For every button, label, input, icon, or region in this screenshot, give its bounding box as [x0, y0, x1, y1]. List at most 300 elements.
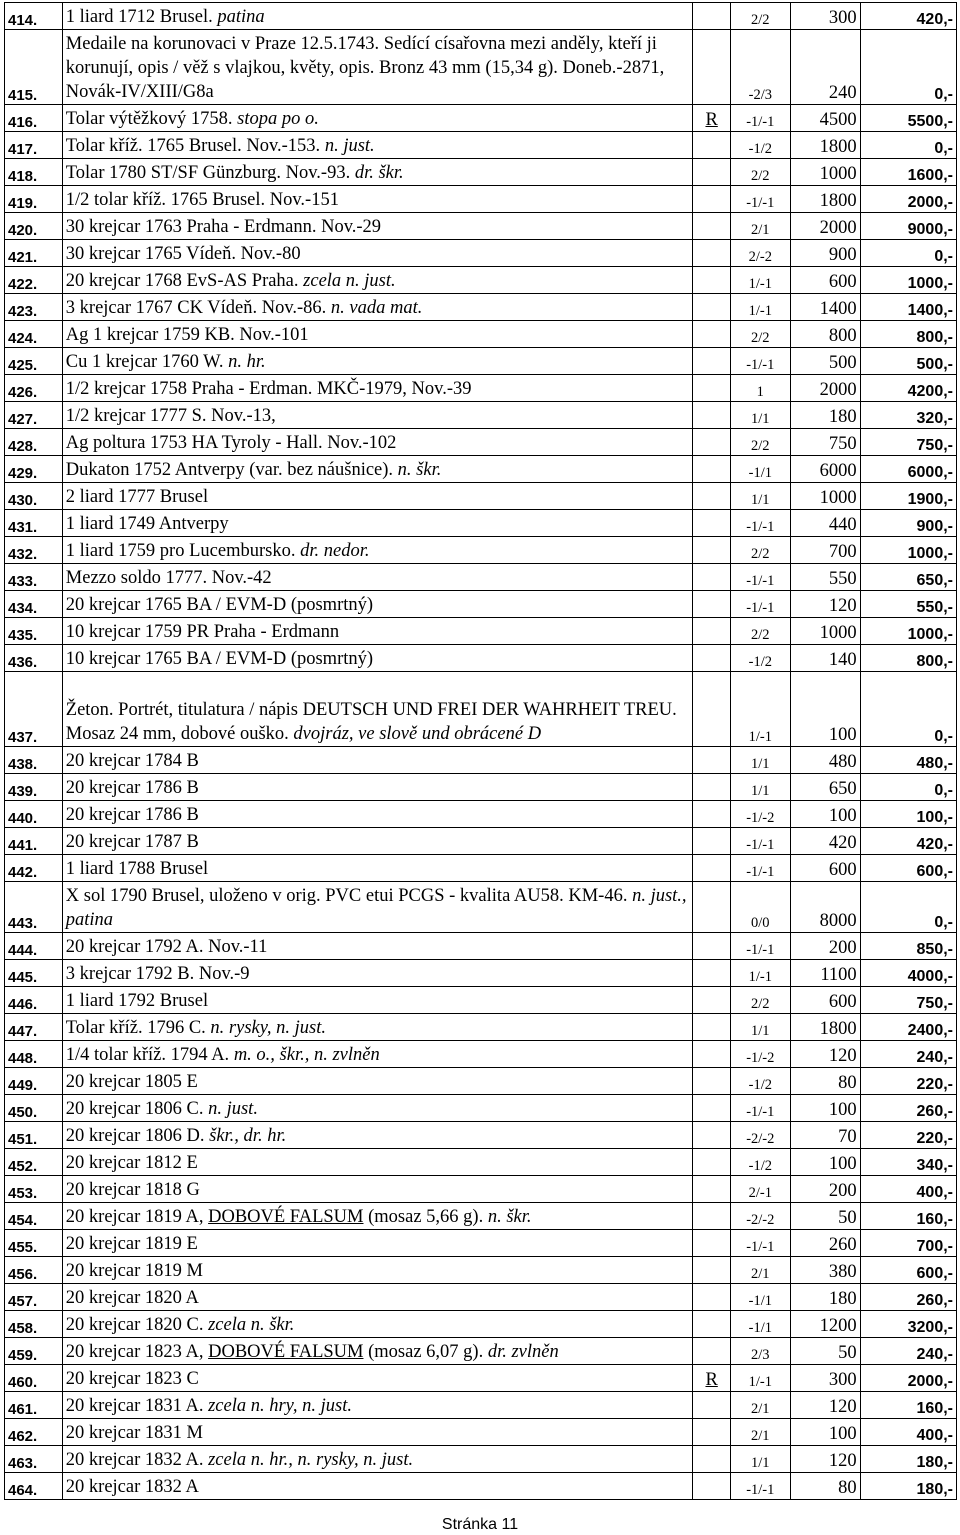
rarity-mark: [693, 483, 731, 510]
lot-description: [62, 1041, 693, 1068]
lot-number: 446.: [5, 987, 63, 1014]
grade-value: -1/1: [730, 1284, 790, 1311]
lot-number: 459.: [5, 1338, 63, 1365]
starting-price: 120: [790, 1392, 860, 1419]
lot-description: [62, 618, 693, 645]
starting-price: 380: [790, 1257, 860, 1284]
rarity-mark: [693, 1041, 731, 1068]
final-price: 850,-: [860, 933, 956, 960]
grade-value: 1/1: [730, 483, 790, 510]
grade-value: -1/-1: [730, 828, 790, 855]
final-price: 600,-: [860, 855, 956, 882]
rarity-mark: [693, 213, 731, 240]
description-text: 20 krejcar 1768 EvS-AS Praha.: [65, 271, 304, 291]
lot-description: [62, 429, 693, 456]
grade-value: -1/-1: [730, 564, 790, 591]
lot-number: 431.: [5, 510, 63, 537]
rarity-mark: [693, 774, 731, 801]
starting-price: 140: [790, 645, 860, 672]
description-text: 1 liard 1749 Antverpy: [65, 514, 229, 534]
lot-number: 451.: [5, 1122, 63, 1149]
grade-value: -1/2: [730, 1149, 790, 1176]
grade-value: 2/2: [730, 159, 790, 186]
lot-description: [62, 375, 693, 402]
lot-description: [62, 672, 693, 747]
final-price: 1000,-: [860, 267, 956, 294]
rarity-mark: [693, 564, 731, 591]
final-price: 2000,-: [860, 186, 956, 213]
starting-price: 440: [790, 510, 860, 537]
description-text: Tolar kříž. 1796 C.: [65, 1018, 211, 1038]
final-price: 100,-: [860, 801, 956, 828]
lot-description: [62, 987, 693, 1014]
final-price: 500,-: [860, 348, 956, 375]
rarity-mark: [693, 267, 731, 294]
starting-price: 100: [790, 1419, 860, 1446]
final-price: 260,-: [860, 1095, 956, 1122]
lot-number: 420.: [5, 213, 63, 240]
grade-value: -1/1: [730, 1311, 790, 1338]
lot-description: [62, 933, 693, 960]
condition-note: dvojráz, ve slově und obrácené D: [293, 724, 542, 744]
starting-price: 1000: [790, 483, 860, 510]
rarity-mark: [693, 537, 731, 564]
lot-row: [5, 510, 957, 537]
lot-number: 427.: [5, 402, 63, 429]
description-text: 20 krejcar 1819 M: [65, 1261, 203, 1281]
final-price: 0,-: [860, 132, 956, 159]
lot-description: [62, 510, 693, 537]
lot-number: 456.: [5, 1257, 63, 1284]
starting-price: 6000: [790, 456, 860, 483]
lot-number: 430.: [5, 483, 63, 510]
lot-number: 453.: [5, 1176, 63, 1203]
final-price: 0,-: [860, 774, 956, 801]
lot-description: [62, 882, 693, 933]
description-text: 20 krejcar 1823 C: [65, 1369, 199, 1389]
lot-description: [62, 1095, 693, 1122]
lot-row: [5, 774, 957, 801]
rarity-mark: [693, 1149, 731, 1176]
description-text: Ag poltura 1753 HA Tyroly - Hall. Nov.-102: [65, 433, 397, 453]
starting-price: 420: [790, 828, 860, 855]
lot-description: [62, 1176, 693, 1203]
lot-description: [62, 1446, 693, 1473]
lot-row: [5, 1014, 957, 1041]
starting-price: 1000: [790, 618, 860, 645]
description-text: 1/2 krejcar 1777 S. Nov.-13,: [65, 406, 276, 426]
lot-number: 452.: [5, 1149, 63, 1176]
lot-row: [5, 747, 957, 774]
grade-value: 2/2: [730, 618, 790, 645]
lot-description: [62, 1230, 693, 1257]
rarity-mark: [693, 1257, 731, 1284]
lot-description: [62, 801, 693, 828]
rarity-mark: [693, 456, 731, 483]
grade-value: 2/3: [730, 1338, 790, 1365]
lot-row: [5, 1257, 957, 1284]
starting-price: 180: [790, 402, 860, 429]
final-price: 2000,-: [860, 1365, 956, 1392]
lot-row: [5, 1176, 957, 1203]
lot-number: 457.: [5, 1284, 63, 1311]
description-text: 20 krejcar 1820 C.: [65, 1315, 209, 1335]
condition-note: zcela n. hr., n. rysky, n. just.: [208, 1450, 414, 1470]
description-text: 30 krejcar 1765 Vídeň. Nov.-80: [65, 244, 301, 264]
lot-description: [62, 1203, 693, 1230]
final-price: 320,-: [860, 402, 956, 429]
final-price: 1600,-: [860, 159, 956, 186]
lot-description: [62, 828, 693, 855]
grade-value: 1/-1: [730, 267, 790, 294]
description-text: 10 krejcar 1765 BA / EVM-D (posmrtný): [65, 649, 374, 669]
lot-number: 428.: [5, 429, 63, 456]
starting-price: 100: [790, 1149, 860, 1176]
starting-price: 1800: [790, 132, 860, 159]
description-text: 20 krejcar 1784 B: [65, 751, 199, 771]
lot-description: [62, 591, 693, 618]
grade-value: 2/2: [730, 987, 790, 1014]
condition-note: škr., dr. hr.: [209, 1126, 287, 1146]
lot-number: 447.: [5, 1014, 63, 1041]
rarity-mark: [693, 645, 731, 672]
final-price: 0,-: [860, 882, 956, 933]
final-price: 180,-: [860, 1473, 956, 1500]
lot-description: [62, 1311, 693, 1338]
description-text: 20 krejcar 1812 E: [65, 1153, 198, 1173]
lot-row: [5, 159, 957, 186]
condition-note: n. just.: [208, 1099, 258, 1119]
lot-number: 418.: [5, 159, 63, 186]
final-price: 480,-: [860, 747, 956, 774]
rarity-mark: [693, 1203, 731, 1230]
starting-price: 4500: [790, 105, 860, 132]
grade-value: -1/-1: [730, 591, 790, 618]
rarity-mark: [693, 348, 731, 375]
lot-row: [5, 1338, 957, 1365]
rarity-mark: [693, 132, 731, 159]
description-text: Cu 1 krejcar 1760 W.: [65, 352, 229, 372]
lot-table-body: [5, 3, 957, 1500]
lot-number: 423.: [5, 294, 63, 321]
lot-row: [5, 483, 957, 510]
lot-description: [62, 159, 693, 186]
lot-row: [5, 375, 957, 402]
starting-price: 300: [790, 3, 860, 30]
lot-row: [5, 1284, 957, 1311]
rarity-mark: R: [693, 1365, 731, 1392]
final-price: 800,-: [860, 321, 956, 348]
lot-number: 461.: [5, 1392, 63, 1419]
rarity-mark: [693, 159, 731, 186]
grade-value: 1/-1: [730, 672, 790, 747]
description-text: 20 krejcar 1820 A: [65, 1288, 199, 1308]
starting-price: 50: [790, 1203, 860, 1230]
lot-description: [62, 1338, 693, 1365]
starting-price: 900: [790, 240, 860, 267]
description-text: Tolar 1780 ST/SF Günzburg. Nov.-93.: [65, 163, 355, 183]
lot-row: [5, 1365, 957, 1392]
lot-row: [5, 186, 957, 213]
final-price: 5500,-: [860, 105, 956, 132]
starting-price: 1000: [790, 159, 860, 186]
lot-number: 439.: [5, 774, 63, 801]
lot-number: 445.: [5, 960, 63, 987]
description-text: (mosaz 5,66 g).: [363, 1207, 488, 1227]
final-price: 650,-: [860, 564, 956, 591]
lot-number: 438.: [5, 747, 63, 774]
lot-row: [5, 645, 957, 672]
rarity-mark: [693, 747, 731, 774]
lot-number: 440.: [5, 801, 63, 828]
rarity-mark: [693, 1095, 731, 1122]
starting-price: 550: [790, 564, 860, 591]
lot-number: 460.: [5, 1365, 63, 1392]
lot-number: 432.: [5, 537, 63, 564]
lot-row: [5, 348, 957, 375]
rarity-mark: [693, 618, 731, 645]
lot-number: 433.: [5, 564, 63, 591]
grade-value: 2/2: [730, 429, 790, 456]
final-price: 9000,-: [860, 213, 956, 240]
lot-row: [5, 402, 957, 429]
lot-row: [5, 882, 957, 933]
lot-description: [62, 855, 693, 882]
final-price: 220,-: [860, 1122, 956, 1149]
description-text: Mezzo soldo 1777. Nov.-42: [65, 568, 272, 588]
lot-row: [5, 828, 957, 855]
rarity-mark: [693, 801, 731, 828]
lot-number: 454.: [5, 1203, 63, 1230]
lot-description: [62, 456, 693, 483]
condition-note: n. hr.: [228, 352, 266, 372]
grade-value: 2/1: [730, 1257, 790, 1284]
starting-price: 800: [790, 321, 860, 348]
grade-value: -1/2: [730, 645, 790, 672]
lot-row: [5, 213, 957, 240]
description-text: 20 krejcar 1786 B: [65, 778, 199, 798]
final-price: 420,-: [860, 828, 956, 855]
lot-row: [5, 105, 957, 132]
grade-value: -1/-1: [730, 1230, 790, 1257]
rarity-mark: [693, 1122, 731, 1149]
grade-value: -1/-2: [730, 1041, 790, 1068]
lot-number: 416.: [5, 105, 63, 132]
rarity-mark: [693, 1311, 731, 1338]
description-text: Tolar kříž. 1765 Brusel. Nov.-153.: [65, 136, 325, 156]
description-text: 20 krejcar 1819 E: [65, 1234, 198, 1254]
starting-price: 8000: [790, 882, 860, 933]
rarity-mark: [693, 321, 731, 348]
rarity-mark: [693, 933, 731, 960]
grade-value: -1/-2: [730, 801, 790, 828]
rarity-mark: [693, 3, 731, 30]
lot-number: 462.: [5, 1419, 63, 1446]
description-text: 1/2 krejcar 1758 Praha - Erdman. MKČ-1979, Nov.-39: [65, 379, 472, 399]
lot-number: 435.: [5, 618, 63, 645]
lot-number: 464.: [5, 1473, 63, 1500]
grade-value: 2/-1: [730, 1176, 790, 1203]
rarity-mark: [693, 987, 731, 1014]
condition-note: dr. nedor.: [300, 541, 370, 561]
grade-value: -1/-1: [730, 348, 790, 375]
lot-description: [62, 30, 693, 105]
starting-price: 240: [790, 30, 860, 105]
lot-number: 436.: [5, 645, 63, 672]
lot-number: 443.: [5, 882, 63, 933]
condition-note: zcela n. just.: [303, 271, 396, 291]
description-text: 1 liard 1712 Brusel.: [65, 7, 218, 27]
lot-description: [62, 1419, 693, 1446]
starting-price: 600: [790, 987, 860, 1014]
lot-description: [62, 348, 693, 375]
lot-number: 442.: [5, 855, 63, 882]
rarity-mark: [693, 882, 731, 933]
lot-row: [5, 618, 957, 645]
lot-description: [62, 1122, 693, 1149]
condition-note: patina: [217, 7, 265, 27]
description-text: (mosaz 6,07 g).: [363, 1342, 488, 1362]
lot-description: [62, 1284, 693, 1311]
starting-price: 80: [790, 1473, 860, 1500]
final-price: 700,-: [860, 1230, 956, 1257]
lot-description: [62, 483, 693, 510]
lot-description: [62, 1149, 693, 1176]
rarity-mark: [693, 828, 731, 855]
lot-row: [5, 321, 957, 348]
final-price: 160,-: [860, 1392, 956, 1419]
final-price: 240,-: [860, 1041, 956, 1068]
starting-price: 50: [790, 1338, 860, 1365]
description-text: 3 krejcar 1767 CK Vídeň. Nov.-86.: [65, 298, 331, 318]
condition-note: n. škr.: [487, 1207, 532, 1227]
final-price: 1000,-: [860, 537, 956, 564]
lot-number: 414.: [5, 3, 63, 30]
lot-row: [5, 1230, 957, 1257]
lot-row: [5, 1122, 957, 1149]
starting-price: 500: [790, 348, 860, 375]
lot-row: [5, 1068, 957, 1095]
final-price: 550,-: [860, 591, 956, 618]
description-text: 20 krejcar 1786 B: [65, 805, 199, 825]
description-text: 20 krejcar 1823 A,: [65, 1342, 209, 1362]
grade-value: 2/2: [730, 321, 790, 348]
description-text: 1 liard 1759 pro Lucembursko.: [65, 541, 301, 561]
condition-note: n. vada mat.: [330, 298, 423, 318]
lot-row: [5, 1095, 957, 1122]
lot-number: 449.: [5, 1068, 63, 1095]
lot-row: [5, 30, 957, 105]
lot-number: 426.: [5, 375, 63, 402]
lot-description: [62, 186, 693, 213]
lot-description: [62, 960, 693, 987]
starting-price: 100: [790, 672, 860, 747]
condition-note: n. just., patina: [65, 886, 687, 930]
grade-value: 1: [730, 375, 790, 402]
rarity-mark: [693, 240, 731, 267]
starting-price: 1800: [790, 1014, 860, 1041]
lot-description: [62, 105, 693, 132]
starting-price: 1200: [790, 1311, 860, 1338]
final-price: 180,-: [860, 1446, 956, 1473]
rarity-mark: [693, 1338, 731, 1365]
lot-number: 422.: [5, 267, 63, 294]
rarity-mark: [693, 429, 731, 456]
rarity-mark: [693, 1284, 731, 1311]
lot-row: [5, 456, 957, 483]
lot-description: [62, 1473, 693, 1500]
lot-row: [5, 987, 957, 1014]
grade-value: 1/1: [730, 747, 790, 774]
grade-value: -2/-2: [730, 1203, 790, 1230]
description-text: 20 krejcar 1806 D.: [65, 1126, 210, 1146]
lot-number: 441.: [5, 828, 63, 855]
condition-note: dr. zvlněn: [487, 1342, 559, 1362]
lot-row: [5, 1203, 957, 1230]
grade-value: -1/2: [730, 1068, 790, 1095]
rarity-mark: [693, 510, 731, 537]
rarity-mark: [693, 1230, 731, 1257]
lot-number: 429.: [5, 456, 63, 483]
condition-note: zcela n. hry, n. just.: [208, 1396, 352, 1416]
final-price: 900,-: [860, 510, 956, 537]
starting-price: 2000: [790, 213, 860, 240]
description-text: 20 krejcar 1818 G: [65, 1180, 200, 1200]
rarity-mark: [693, 1446, 731, 1473]
grade-value: 1/1: [730, 402, 790, 429]
rarity-mark: [693, 402, 731, 429]
lot-description: [62, 1392, 693, 1419]
grade-value: 1/-1: [730, 294, 790, 321]
rarity-mark: R: [693, 105, 731, 132]
description-text: 30 krejcar 1763 Praha - Erdmann. Nov.-29: [65, 217, 382, 237]
starting-price: 120: [790, 1446, 860, 1473]
lot-number: 450.: [5, 1095, 63, 1122]
lot-description: [62, 213, 693, 240]
grade-value: 2/-2: [730, 240, 790, 267]
final-price: 600,-: [860, 1257, 956, 1284]
lot-row: [5, 1446, 957, 1473]
grade-value: -1/-1: [730, 105, 790, 132]
final-price: 0,-: [860, 240, 956, 267]
lot-description: [62, 645, 693, 672]
lot-row: [5, 1473, 957, 1500]
grade-value: 1/-1: [730, 1365, 790, 1392]
lot-description: [62, 747, 693, 774]
final-price: 0,-: [860, 672, 956, 747]
grade-value: 2/1: [730, 213, 790, 240]
description-text: X sol 1790 Brusel, uloženo v orig. PVC etui PCGS - kvalita AU58. KM-46.: [65, 886, 633, 906]
final-price: 220,-: [860, 1068, 956, 1095]
starting-price: 70: [790, 1122, 860, 1149]
description-text: Medaile na korunovaci v Praze 12.5.1743. Sedící císařovna mezi anděly, kteří ji korunují, opis / věž s vlajkou, květy, opis. Bronz 43 mm (15,34 g). Doneb.-2871, Novák-IV/XIII/G8a: [65, 34, 665, 102]
lot-number: 415.: [5, 30, 63, 105]
lot-description: [62, 1068, 693, 1095]
final-price: 400,-: [860, 1419, 956, 1446]
lot-row: [5, 267, 957, 294]
condition-note: n. rysky, n. just.: [210, 1018, 327, 1038]
condition-note: n. škr.: [397, 460, 442, 480]
lot-row: [5, 672, 957, 747]
rarity-mark: [693, 1419, 731, 1446]
starting-price: 1400: [790, 294, 860, 321]
grade-value: 2/2: [730, 3, 790, 30]
starting-price: 2000: [790, 375, 860, 402]
grade-value: 1/1: [730, 1014, 790, 1041]
final-price: 750,-: [860, 429, 956, 456]
final-price: 4200,-: [860, 375, 956, 402]
grade-value: -2/-2: [730, 1122, 790, 1149]
